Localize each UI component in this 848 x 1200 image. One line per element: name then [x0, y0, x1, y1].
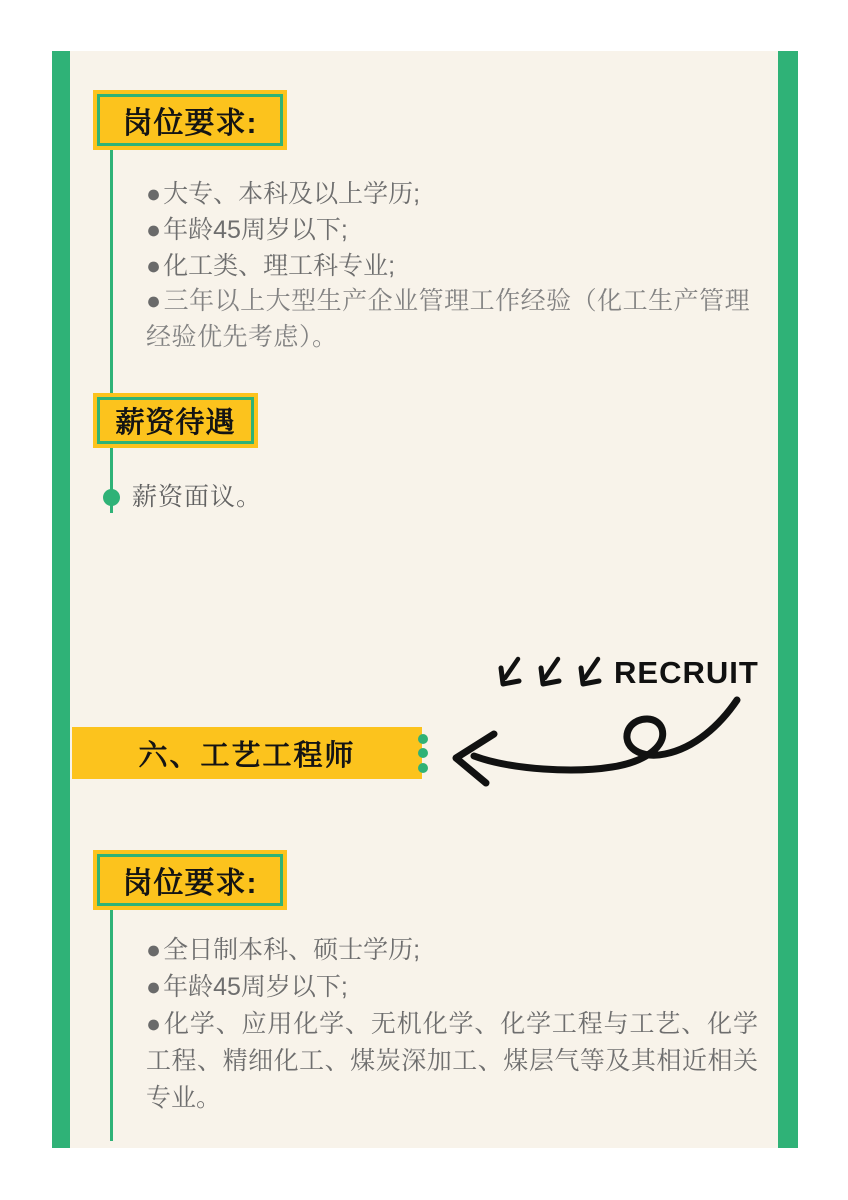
- left-accent-bar: [52, 51, 70, 1148]
- timeline-dot: [103, 489, 120, 506]
- bullet-icon: ●: [146, 1010, 162, 1038]
- position-banner: [72, 727, 422, 779]
- list-item: [146, 932, 758, 969]
- bullet-icon: ●: [146, 252, 162, 280]
- requirements-list-2: [146, 932, 758, 1117]
- list-item: [146, 248, 758, 284]
- list-item: [146, 969, 758, 1006]
- list-item: [146, 1006, 758, 1117]
- section-heading-salary: [97, 397, 254, 444]
- bullet-icon: ●: [146, 288, 162, 315]
- list-item: [146, 284, 758, 356]
- list-item-text: 化工类、理工科专业;: [163, 252, 396, 280]
- curved-arrow-icon: [440, 628, 760, 798]
- banner-dot: [418, 734, 428, 744]
- section-heading-label: 薪资待遇: [115, 407, 236, 439]
- bullet-icon: ●: [146, 936, 162, 964]
- section-heading-requirements-1: [97, 94, 283, 146]
- section-heading-requirements-2: [97, 854, 283, 906]
- list-item-text: 三年以上大型生产企业管理工作经验（化工生产管理经验优先考虑）。: [146, 288, 751, 351]
- banner-dot: [418, 748, 428, 758]
- section-heading-label: 岗位要求:: [122, 107, 258, 140]
- requirements-list-1: [146, 176, 758, 356]
- section-heading-label: 岗位要求:: [122, 867, 258, 900]
- bullet-icon: ●: [146, 180, 162, 208]
- list-item: [146, 176, 758, 212]
- list-item-text: 年龄45周岁以下;: [163, 216, 348, 244]
- position-banner-label: 六、工艺工程师: [138, 739, 356, 772]
- timeline-line-lower: [110, 908, 113, 1141]
- salary-note: 薪资面议。: [132, 483, 263, 511]
- list-item-text: 年龄45周岁以下;: [163, 973, 348, 1001]
- banner-dot: [418, 763, 428, 773]
- list-item-text: 全日制本科、硕士学历;: [163, 936, 421, 964]
- list-item: [146, 212, 758, 248]
- timeline-line-upper: [110, 150, 113, 513]
- list-item-text: 化学、应用化学、无机化学、化学工程与工艺、化学工程、精细化工、煤炭深加工、煤层气等及其相近相关专业。: [146, 1010, 758, 1112]
- list-item-text: 大专、本科及以上学历;: [163, 180, 421, 208]
- bullet-icon: ●: [146, 216, 162, 244]
- recruit-label: RECRUIT: [614, 655, 759, 690]
- right-accent-bar: [778, 51, 798, 1148]
- bullet-icon: ●: [146, 973, 162, 1001]
